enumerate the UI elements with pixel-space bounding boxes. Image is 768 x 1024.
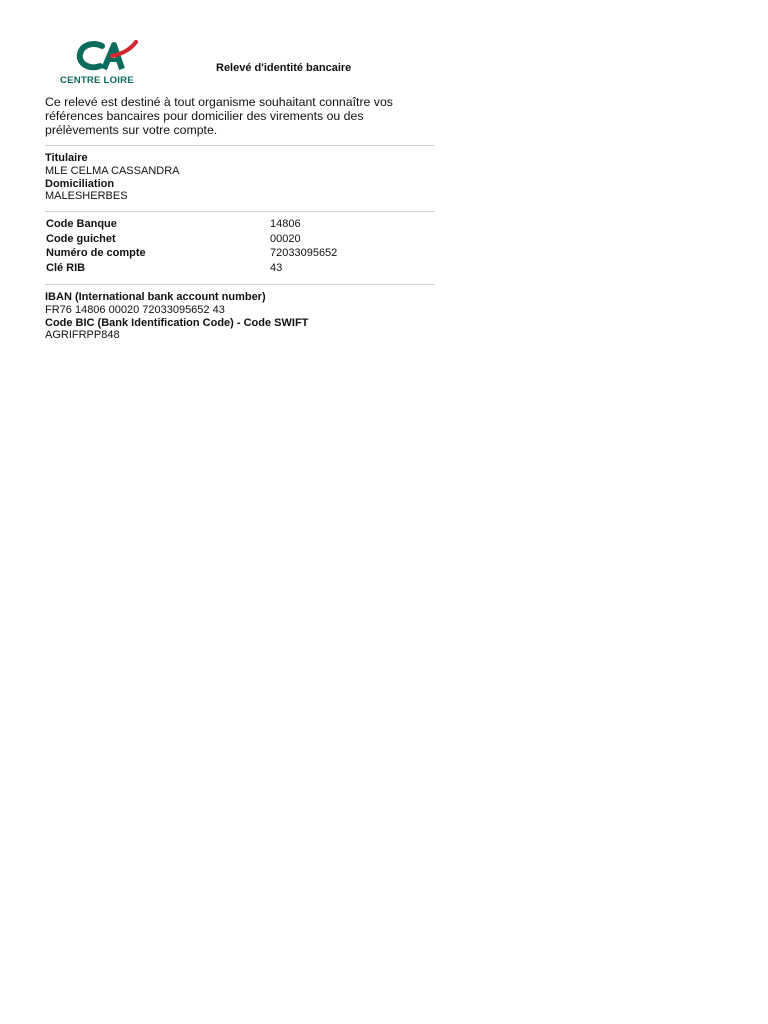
divider xyxy=(45,145,434,146)
intro-line: références bancaires pour domicilier des virements ou des xyxy=(45,109,364,123)
logo-caption: CENTRE LOIRE xyxy=(60,75,134,86)
cle-rib-value: 43 xyxy=(270,261,283,274)
code-banque-value: 14806 xyxy=(270,218,301,230)
cle-rib-label: Clé RIB xyxy=(46,261,86,274)
numero-compte-label: Numéro de compte xyxy=(46,247,146,260)
bic-label: Code BIC (Bank Identification Code) - Code SWIFT xyxy=(45,316,309,329)
holder-section xyxy=(45,152,179,203)
iban-value: FR76 14806 00020 72033095652 43 xyxy=(45,303,225,316)
credit-agricole-logo-icon xyxy=(72,40,140,74)
code-banque-label: Code Banque xyxy=(46,218,117,230)
titulaire-label: Titulaire xyxy=(45,152,88,164)
domiciliation-value: MALESHERBES xyxy=(45,190,128,203)
iban-section xyxy=(45,291,308,342)
divider xyxy=(45,211,434,212)
bank-logo xyxy=(58,40,148,90)
divider xyxy=(45,284,434,285)
code-guichet-label: Code guichet xyxy=(46,232,116,245)
titulaire-value: MLE CELMA CASSANDRA xyxy=(45,164,180,177)
intro-paragraph xyxy=(45,95,435,137)
document-title: Relevé d'identité bancaire xyxy=(216,62,352,74)
numero-compte-value: 72033095652 xyxy=(270,247,338,260)
intro-line: prélèvements sur votre compte. xyxy=(45,123,218,137)
iban-label: IBAN (International bank account number) xyxy=(45,291,266,303)
domiciliation-label: Domiciliation xyxy=(45,177,115,190)
bic-value: AGRIFRPP848 xyxy=(45,329,120,342)
code-guichet-value: 00020 xyxy=(270,232,301,245)
intro-line: Ce relevé est destiné à tout organisme souhaitant connaître vos xyxy=(45,95,393,109)
